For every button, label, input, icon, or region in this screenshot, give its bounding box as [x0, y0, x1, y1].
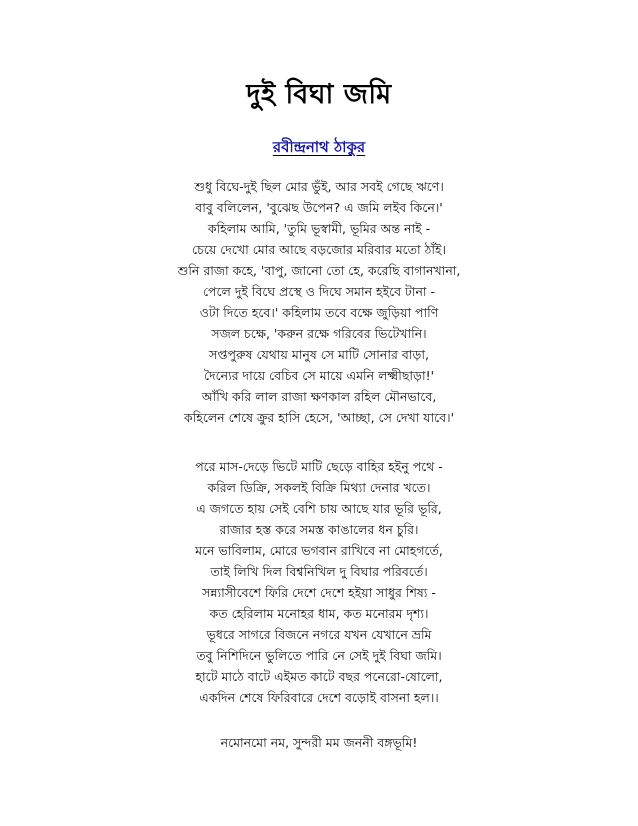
stanza2-line: হাটে মাঠে বাটে এইমত কাটে বছর পনেরো-ষোলো, [195, 669, 443, 684]
stanza2-line: তবু নিশিদিনে ভুলিতে পারি নে সেই দুই বিঘা জমি। [196, 648, 442, 663]
closing-line: নমোনমো নম, সুন্দরী মম জননী বঙ্গভূমি! [220, 735, 418, 750]
stanza1-line: শুনি রাজা কহে, 'বাপু, জানো তো হে, করেছি বাগানখানা, [177, 263, 461, 278]
stanza2-line: রাজার হস্ত করে সমস্ত কাঙালের ধন চুরি। [219, 522, 419, 537]
stanza1-line: সজল চক্ষে, 'করুন রক্ষে গরিবের ভিটেখানি। [211, 326, 427, 341]
stanza1-line: সপ্তপুরুষ যেথায় মানুষ সে মাটি সোনার বাড়া, [209, 347, 429, 362]
stanza1-line: দৈন্যের দায়ে বেচিব সে মায়ে এমনি লক্ষ্মীছাড়া!' [203, 368, 435, 383]
stanza1-line: আঁখি করি লাল রাজা ক্ষণকাল রহিল মৌনভাবে, [201, 389, 437, 404]
stanza2-line: সন্ন্যাসীবেশে ফিরি দেশে দেশে হইয়া সাধুর শিষ্য - [202, 585, 436, 600]
stanza2-line: এ জগতে হায় সেই বেশি চায় আছে যার ভূরি ভূরি, [196, 501, 442, 516]
stanza2-line: পরে মাস-দেড়ে ভিটে মাটি ছেড়ে বাহির হইনু পথে - [195, 459, 443, 474]
stanza1-line: কহিলেন শেষে ক্রুর হাসি হেসে, 'আচ্ছা, সে দেখা যাবে।' [183, 410, 455, 425]
stanza2-line: একদিন শেষে ফিরিবারে দেশে বড়োই বাসনা হল।। [199, 690, 439, 705]
stanza2-line: কত হেরিলাম মনোহর ধাম, কত মনোরম দৃশ্য। [209, 606, 429, 621]
poem-author: রবীন্দ্রনাথ ঠাকুর [272, 138, 366, 156]
stanza1-line: ওটা দিতে হবে।' কহিলাম তবে বক্ষে জুড়িয়া পাণি [199, 305, 439, 320]
poem-title: দুই বিঘা জমি [246, 79, 392, 110]
stanza1-line: কহিলাম আমি, 'তুমি ভূস্বামী, ভূমির অন্ত নাই - [207, 221, 431, 236]
stanza2-line: ভূধরে সাগরে বিজনে নগরে যখন যেখানে ভ্রমি [206, 627, 432, 642]
stanza1-line: শুধু বিঘে-দুই ছিল মোর ভুঁই, আর সবই গেছে ঋণে। [194, 179, 444, 194]
stanza1-line: বাবু বলিলেন, 'বুঝেছ উপেন? এ জমি লইব কিনে।' [195, 200, 443, 215]
stanza2-line: তাই লিখি দিল বিশ্বনিখিল দু বিঘার পরিবর্তে। [210, 564, 428, 579]
stanza2-line: করিল ডিক্রি, সকলই বিক্রি মিথ্যা দেনার খতে। [207, 480, 431, 495]
stanza1-line: পেলে দুই বিঘে প্রস্থে ও দিঘে সমান হইবে টানা - [202, 284, 436, 299]
stanza1-line: চেয়ে দেখো মোর আছে বড়জোর মরিবার মতো ঠাঁই। [192, 242, 446, 257]
stanza2-line: মনে ভাবিলাম, মোরে ভগবান রাখিবে না মোহগর্তে, [195, 543, 443, 558]
